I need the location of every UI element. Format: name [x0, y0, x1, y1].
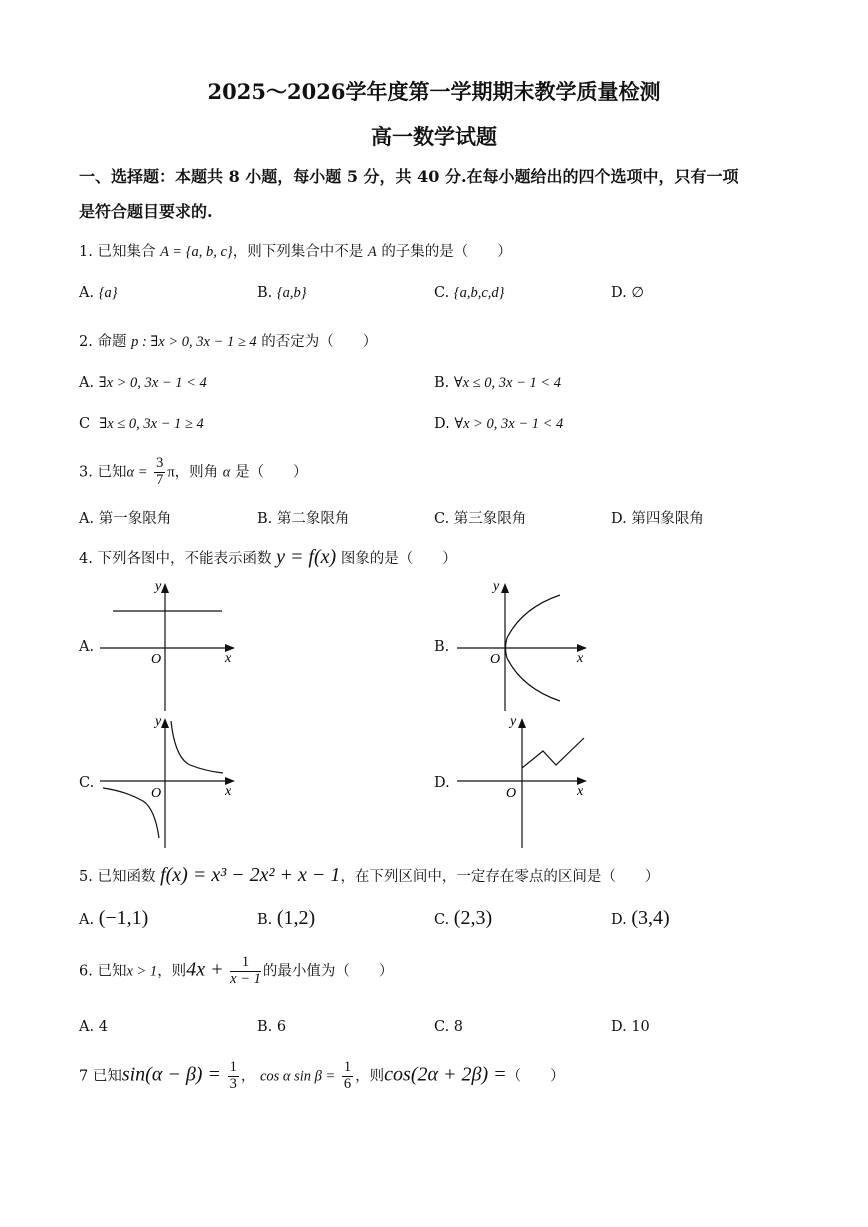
origin-label: O	[151, 652, 162, 667]
question-number: 4.	[79, 551, 93, 567]
question-number: 2.	[79, 334, 93, 350]
q4-function: y = f(x)	[276, 546, 337, 568]
y-label: y	[155, 579, 162, 594]
option-letter: A.	[79, 1019, 95, 1035]
q1-option-d[interactable]	[611, 285, 644, 302]
option-value: (1,2)	[276, 907, 316, 929]
q7-expr-1: sin(α − β) =	[121, 1063, 221, 1086]
q6-text-pre: 已知	[97, 963, 127, 980]
q5-text-pre: 已知函数	[97, 869, 156, 885]
option-letter: B.	[257, 285, 273, 301]
page-title: 2025～2026学年度第一学期期末教学质量检测	[207, 79, 661, 104]
q4-graph-d[interactable]	[452, 713, 602, 850]
q2-option-d[interactable]	[434, 416, 563, 433]
fraction-numerator: 3	[156, 455, 164, 471]
q7-fraction-1	[228, 1060, 239, 1093]
q1-option-c[interactable]	[434, 285, 504, 302]
option-value: ∃x ≤ 0, 3x − 1 ≥ 4	[99, 416, 204, 432]
question-number: 5.	[79, 869, 93, 885]
option-letter: C	[79, 416, 91, 432]
option-letter: C.	[434, 1019, 450, 1035]
q4-option-d[interactable]: D.	[434, 775, 450, 791]
option-value: (3,4)	[631, 907, 670, 929]
y-arrow-icon	[161, 583, 169, 593]
q1-text-post: 的子集的是（ ）	[381, 244, 512, 260]
question-3	[79, 456, 308, 489]
question-5	[79, 864, 659, 887]
option-letter: D.	[611, 511, 627, 527]
q5-option-a[interactable]	[79, 907, 148, 930]
option-value: 第三象限角	[453, 511, 527, 527]
question-7	[79, 1060, 565, 1093]
fraction-numerator: 1	[230, 955, 261, 972]
q2-option-c[interactable]	[79, 416, 204, 433]
question-number: 6.	[79, 963, 93, 980]
q7-separator: ，	[240, 1068, 256, 1085]
option-value: {a}	[98, 285, 118, 301]
option-letter: A.	[79, 912, 95, 928]
q6-fraction	[230, 955, 261, 988]
zigzag-line-curve	[522, 738, 584, 768]
q1-option-a[interactable]	[79, 285, 118, 302]
q2-option-a[interactable]	[79, 375, 207, 392]
q7-text-pre: 已知	[92, 1068, 122, 1085]
q4-text-pre: 下列各图中，不能表示函数	[97, 551, 272, 567]
question-6	[79, 955, 393, 988]
option-letter: C.	[434, 511, 450, 527]
q7-expr-2: cos α sin β =	[259, 1068, 336, 1085]
y-label: y	[155, 714, 162, 729]
q2-proposition: p : ∃x > 0, 3x − 1 ≥ 4	[131, 334, 257, 350]
option-letter: D.	[434, 416, 450, 432]
q3-text-mid: ，则角	[174, 464, 219, 481]
origin-label: O	[506, 786, 517, 801]
q5-text-post: ，在下列区间中，一定存在零点的区间是（ ）	[340, 869, 660, 885]
q7-text-post: （ ）	[506, 1068, 565, 1085]
q1-option-b[interactable]	[257, 285, 307, 302]
option-value: 8	[453, 1019, 464, 1035]
option-letter: B.	[257, 912, 273, 928]
q7-expr-3: cos(2α + 2β) =	[384, 1063, 507, 1086]
y-arrow-icon	[518, 718, 526, 728]
option-value: (−1,1)	[98, 907, 149, 929]
option-value: ∀x > 0, 3x − 1 < 4	[454, 416, 564, 432]
section-heading-line1: 一、选择题：本题共 8 小题，每小题 5 分，共 40 分.在每小题给出的四个选项中，只有一项	[79, 167, 739, 186]
q6-condition: x > 1	[126, 963, 158, 980]
fraction-denominator: x − 1	[230, 970, 261, 987]
q4-option-c[interactable]: C.	[79, 775, 95, 791]
q3-text-post: 是（ ）	[235, 464, 308, 481]
q6-option-a[interactable]	[79, 1019, 108, 1035]
option-letter: C.	[434, 285, 450, 301]
q6-text-post: 的最小值为（ ）	[262, 963, 394, 980]
origin-label: O	[490, 652, 501, 667]
q1-set-name: A	[367, 244, 377, 260]
hyperbola-right-curve	[171, 721, 223, 773]
q3-option-a[interactable]	[79, 507, 171, 528]
q3-option-c[interactable]	[434, 507, 526, 528]
option-letter: B.	[257, 1019, 273, 1035]
x-label: x	[225, 784, 232, 799]
option-letter: B.	[434, 375, 450, 391]
q6-expression: 4x +	[186, 958, 224, 981]
q5-option-b[interactable]	[257, 907, 315, 930]
option-value: 6	[276, 1019, 287, 1035]
option-value: {a,b}	[276, 285, 307, 301]
q5-function: f(x) = x³ − 2x² + x − 1	[160, 864, 341, 886]
fraction-numerator: 1	[229, 1059, 237, 1075]
fraction-denominator: 3	[229, 1075, 237, 1092]
q6-option-b[interactable]	[257, 1019, 286, 1035]
option-value: 4	[98, 1019, 108, 1035]
option-value: 10	[631, 1019, 650, 1035]
option-letter: A.	[79, 375, 95, 391]
q5-option-c[interactable]	[434, 907, 492, 930]
option-value: ∃x > 0, 3x − 1 < 4	[98, 375, 207, 391]
option-value: ∅	[631, 285, 644, 301]
q6-option-c[interactable]	[434, 1019, 463, 1035]
q4-graph-a[interactable]	[95, 578, 245, 713]
q4-option-a[interactable]: A.	[79, 639, 95, 655]
q1-text-mid: ，则下列集合中不是	[232, 244, 364, 260]
q1-text-pre: 已知集合	[97, 244, 156, 260]
q3-alpha-eq: α =	[126, 464, 148, 481]
option-letter: D.	[611, 912, 627, 928]
fraction-numerator: 1	[343, 1059, 352, 1075]
option-letter: B.	[257, 511, 273, 527]
q4-option-b[interactable]: B.	[434, 639, 450, 655]
option-letter: D.	[611, 285, 627, 301]
q3-option-b[interactable]	[257, 507, 349, 528]
q6-text-mid: ，则	[157, 963, 187, 980]
question-4	[79, 546, 457, 569]
q1-set-expr: A = {a, b, c}	[160, 244, 233, 260]
q3-pi: π	[167, 464, 175, 481]
q4-graph-c[interactable]	[95, 713, 245, 850]
option-value: 第二象限角	[276, 511, 350, 527]
q3-option-d[interactable]	[611, 507, 704, 528]
x-label: x	[225, 651, 232, 666]
fraction-denominator: 7	[156, 471, 164, 488]
question-number: 1.	[79, 244, 93, 260]
section-heading-line2: 是符合题目要求的.	[79, 202, 213, 221]
y-label: y	[493, 579, 500, 594]
option-letter: A.	[79, 285, 95, 301]
option-value: (2,3)	[453, 907, 493, 929]
option-letter: C.	[434, 912, 450, 928]
q4-graph-b[interactable]	[452, 578, 602, 713]
option-value: 第四象限角	[631, 511, 704, 527]
option-value: {a,b,c,d}	[453, 285, 505, 301]
y-arrow-icon	[161, 718, 169, 728]
q2-text-post: 的否定为（ ）	[261, 334, 378, 350]
q6-option-d[interactable]	[611, 1019, 650, 1035]
option-value: ∀x ≤ 0, 3x − 1 < 4	[453, 375, 562, 391]
q4-text-post: 图象的是（ ）	[340, 551, 457, 567]
question-number: 3.	[79, 464, 93, 481]
origin-label: O	[151, 786, 162, 801]
question-1	[79, 240, 512, 261]
x-label: x	[577, 651, 584, 666]
option-letter: D.	[611, 1019, 627, 1035]
q5-option-d[interactable]	[611, 907, 670, 930]
q3-alpha: α	[222, 464, 231, 481]
q2-text-pre: 命题	[97, 334, 127, 350]
fraction-denominator: 6	[343, 1075, 352, 1092]
q7-fraction-2	[342, 1060, 353, 1093]
q3-text-pre: 已知	[97, 464, 127, 481]
page-subtitle: 高一数学试题	[371, 124, 497, 149]
y-arrow-icon	[501, 583, 509, 593]
q3-fraction	[154, 456, 165, 489]
q2-option-b[interactable]	[434, 375, 561, 392]
question-number: 7	[79, 1068, 89, 1085]
q7-text-mid: ，则	[355, 1068, 385, 1085]
y-label: y	[510, 714, 517, 729]
x-label: x	[577, 784, 584, 799]
question-2	[79, 330, 377, 351]
option-letter: A.	[79, 511, 95, 527]
option-value: 第一象限角	[98, 511, 172, 527]
